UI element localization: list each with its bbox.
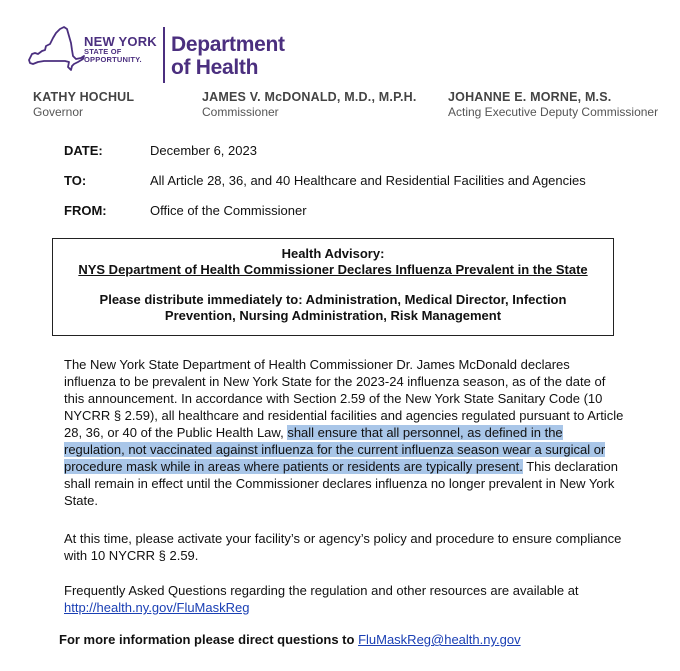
p1-intro: The New York State Department of Health Commissioner Dr. James McDonald declares influenza to be prevalent in New York State for the 2023-24 influenza season, as of the date of this announcement. In accordance with Section 2.59 of the New York State Sanitary Code (10 NYCRR § 2.59), all healthcare and residential facilities and agencies regulated pursuant to Article 28, 36, or 40 of the Public Health Law, bbox=[64, 357, 624, 440]
from-value: Office of the Commissioner bbox=[150, 203, 307, 218]
contact-text: For more information please direct questions to bbox=[59, 632, 355, 647]
official-title: Commissioner bbox=[202, 105, 279, 119]
logo-line-1: NEW YORK bbox=[84, 34, 157, 49]
date-label: DATE: bbox=[64, 143, 103, 158]
official-deputy-commissioner bbox=[448, 90, 658, 119]
department-of-health-wordmark bbox=[171, 33, 285, 79]
contact-email-link[interactable]: FluMaskReg@health.ny.gov bbox=[358, 632, 521, 647]
body-paragraph-2: At this time, please activate your facility’s or agency’s policy and procedure to ensure compliance with 10 NYCRR § 2.59. bbox=[64, 531, 622, 563]
official-commissioner bbox=[202, 90, 417, 119]
official-name: JOHANNE E. MORNE, M.S. bbox=[448, 90, 612, 104]
dept-line-1: Department bbox=[171, 33, 285, 56]
official-title: Acting Executive Deputy Commissioner bbox=[448, 105, 659, 119]
highlighted-requirement: shall ensure that all personnel, as defined in the regulation, not vaccinated against influenza for the current influenza season wear a surgical or procedure mask while in areas where patients or residents are typically present. bbox=[64, 425, 606, 474]
official-name: KATHY HOCHUL bbox=[33, 90, 135, 104]
contact-line bbox=[59, 632, 521, 647]
p1-end: This declaration shall remain in effect until the Commissioner declares influenza no longer prevalent in New York State. bbox=[64, 459, 618, 508]
faq-text: Frequently Asked Questions regarding the regulation and other resources are available at bbox=[64, 583, 579, 598]
official-governor bbox=[33, 90, 134, 119]
to-label: TO: bbox=[64, 173, 87, 188]
new-york-state-map-icon bbox=[26, 24, 86, 74]
dept-line-2: of Health bbox=[171, 56, 259, 79]
official-title: Governor bbox=[33, 105, 84, 119]
logo-line-3: OPPORTUNITY. bbox=[84, 55, 142, 64]
to-value: All Article 28, 36, and 40 Healthcare and Residential Facilities and Agencies bbox=[150, 173, 586, 188]
date-value: December 6, 2023 bbox=[150, 143, 257, 158]
advisory-title: Health Advisory: bbox=[281, 246, 385, 261]
health-advisory-box bbox=[52, 238, 614, 336]
official-name: JAMES V. McDONALD, M.D., M.P.H. bbox=[202, 90, 417, 104]
logo-line-2: STATE OF bbox=[84, 47, 122, 56]
ny-state-logo bbox=[84, 35, 157, 64]
logo-divider bbox=[163, 27, 165, 83]
from-label: FROM: bbox=[64, 203, 107, 218]
advisory-subtitle: NYS Department of Health Commissioner Declares Influenza Prevalent in the State bbox=[78, 262, 588, 277]
body-paragraph-1 bbox=[64, 356, 624, 509]
body-paragraph-3 bbox=[64, 582, 624, 616]
letterhead bbox=[0, 0, 680, 130]
advisory-distribution: Please distribute immediately to: Administration, Medical Director, Infection Prevention, Nursing Administration, Risk Management bbox=[99, 292, 567, 323]
faq-link[interactable]: http://health.ny.gov/FluMaskReg bbox=[64, 600, 250, 615]
